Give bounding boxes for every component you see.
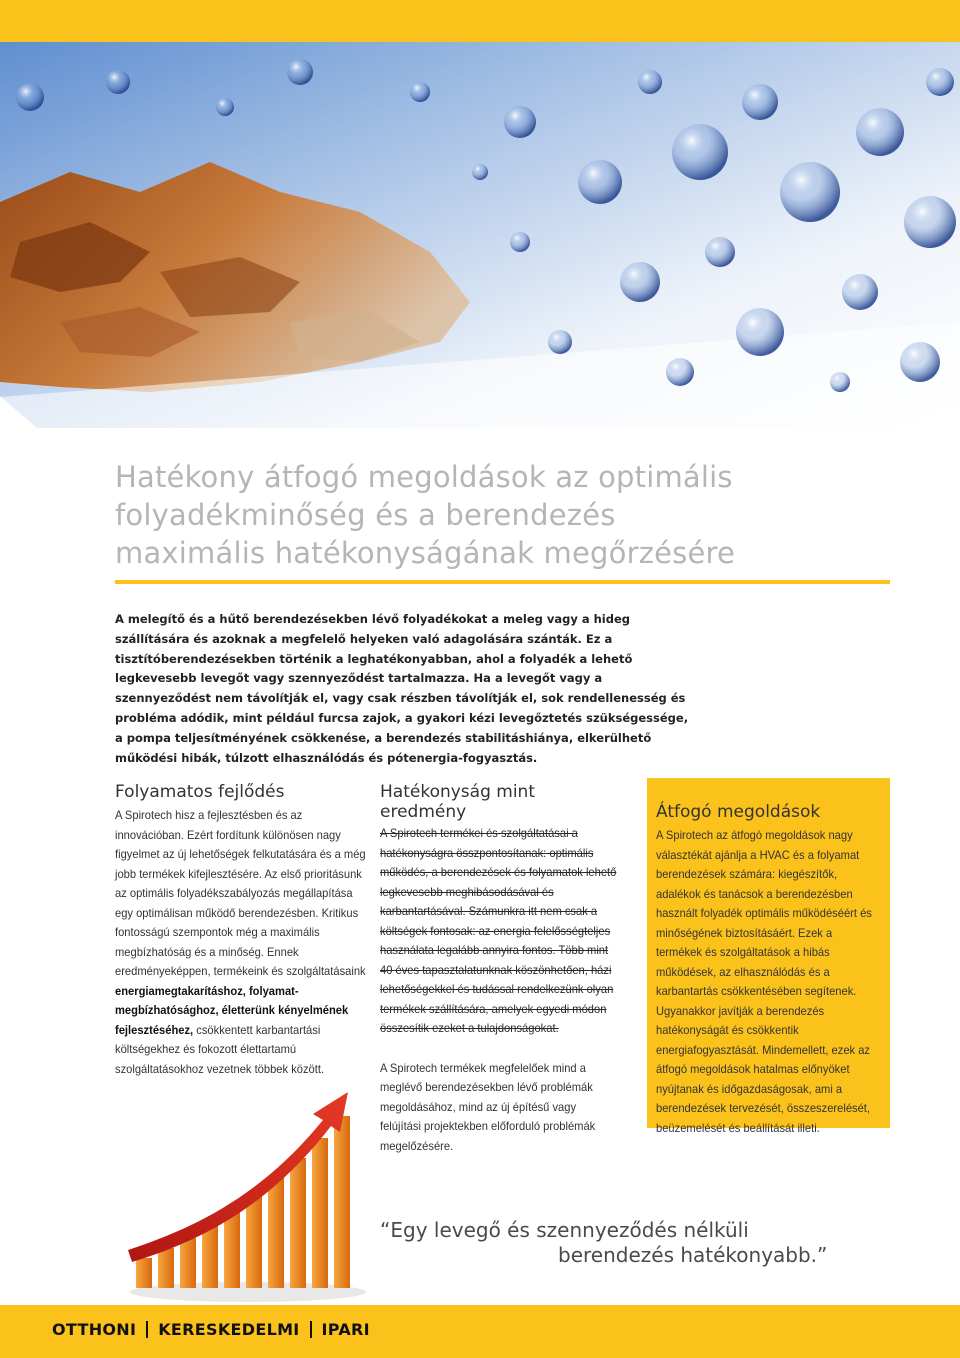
column-efficiency [380,782,620,1156]
hero-image [0,42,960,428]
column-2-title: Hatékonyság mint eredmény [380,782,535,822]
bar-6 [246,1196,262,1288]
hero-corner-cut [0,396,88,428]
top-brand-bar [0,0,960,42]
bar-5 [224,1212,240,1288]
bar-2 [158,1248,174,1288]
column-continuous-development [115,782,377,1079]
headline-line-3: maximális hatékonyságának megőrzésére [115,536,736,570]
lead-paragraph: A melegítő és a hűtő berendezésekben lévő folyadékokat a meleg vagy a hideg szállítására és azoknak a megfelelő helyeken való adagolására szánták. Ez a tisztítóberendezésekben történik a leghatékonyabban, ahol a folyadék a lehető legkevesebb levegőt vagy szennyeződést tartalmazza. Ha a levegőt vagy a szennyeződést nem távolítják el, vagy csak részben távolítják el, sok rendellenesség és probléma adódik, mint például furcsa zajok, a gyakori kézi levegőztetés szükségessége, a pompa teljesítményének csökkenése, a berendezés stabilitáshiánya, elkerülhető működési hibák, túlzott elhasználódás és pótenergia-fogyasztás. [115,612,689,765]
footer-separator [146,1321,148,1338]
bar-1 [136,1258,152,1288]
quote-line-1: “Egy levegő és szennyeződés nélküli [380,1218,749,1242]
column-2-text-2: A Spirotech termékek megfelelőek mind a meglévő berendezésekben lévő problémák megoldásához, mind az új építésű vagy felújítási projektekben előforduló problémák megelőzésére. [380,1060,596,1153]
bar-8 [290,1158,306,1288]
hero-illustration [0,42,960,428]
headline-line-1: Hatékony átfogó megoldások az optimális [115,460,733,494]
column-1-text [115,806,371,1079]
footer-segments [52,1320,370,1339]
footer-separator [310,1321,312,1338]
page-headline [115,458,905,572]
column-1-text-bold: energiamegtakarításhoz, folyamat-megbízhatósághoz, életterünk kényelmének fejlesztéséhez, [115,983,349,1037]
column-3-title: Átfogó megoldások [656,802,821,822]
bar-9 [312,1138,328,1288]
column-1-title: Folyamatos fejlődés [115,782,285,802]
bar-4 [202,1226,218,1288]
headline-line-2: folyadékminőség és a berendezés [115,498,616,532]
pull-quote [380,1218,900,1268]
column-comprehensive-solutions [656,802,886,1138]
footer-item-home: OTTHONI [52,1320,137,1339]
column-1-text-a: A Spirotech hisz a fejlesztésben és az innovációban. Ezért fordítunk különösen nagy figyelmet az új lehetőségek felkutatására és a még jobb termékek kifejlesztésére. Az első prioritásunk az optimális folyadékszabályozás megállapítása egy optimálisan működő berendezésben. Kritikus fontosságú szempontok még a maximális megbízhatóság és a minőség. Ennek eredményeképpen, termékeink és szolgáltatásaink [115,808,366,978]
column-3-text: A Spirotech az átfogó megoldások nagy választékát ajánlja a HVAC és a folyamat berendezések számára: kiegészítők, adalékok és tanácsok a berendezésben használt folyadék optimális működéséért és minőségének biztosításáért. Ezek a termékek és szolgáltatások a hibás működések, az elhasználódás és a karbantartás csökkentésében segítenek. Ugyanakkor javítják a berendezés hatékonyságát és csökkentik energiafogyasztását. Mindemellett, ezek az átfogó megoldások hatalmas előnyöket nyújtanak és időgazdaságosak, ami a berendezések tervezését, összeszerelését, beüzemelését és beállítását illeti. [656,828,872,1135]
bar-3 [180,1238,196,1288]
headline-rule [115,580,890,584]
growth-bar-illustration [108,1080,370,1310]
footer-item-commercial: KERESKEDELMI [158,1320,300,1339]
bar-10 [334,1116,350,1288]
column-2-text-1: A Spirotech termékei és szolgáltatásai a hatékonyságra összpontosítanak: optimális működés, a berendezések és folyamatok lehető legkevesebb meghibásodásával és karbantartásával. Számunkra itt nem csak a költségek fontosak: az energia felelősségteljes használata legalább annyira fontos. Több mint 40 éves tapasztalatunknak köszönhetően, házi lehetőségekkel és tudással rendelkezünk olyan termékek szállítására, amelyek egyedi módon összesítik ezeket a tulajdonságokat. [380,826,617,1035]
bar-7 [268,1178,284,1288]
footer-item-industrial: IPARI [321,1320,370,1339]
quote-line-2: berendezés hatékonyabb.” [558,1243,828,1267]
column-1-text-b: csökkentett karbantartási költségekhez és fokozott élettartamú szolgáltatásokhoz vezetnek többek között. [115,1022,325,1076]
